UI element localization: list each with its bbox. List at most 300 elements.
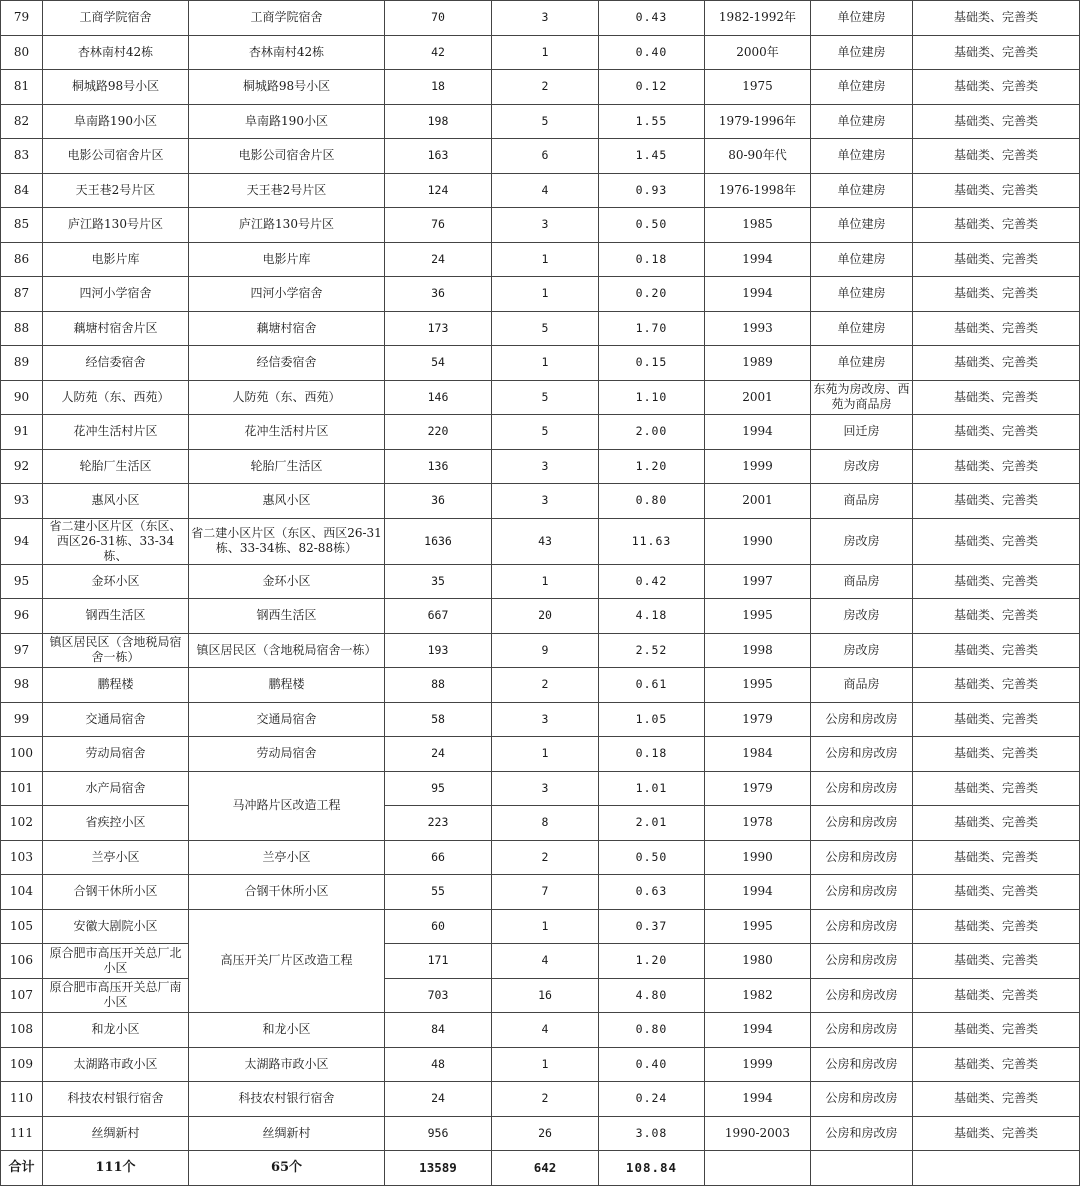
housing-type-cell: 单位建房 bbox=[811, 139, 913, 174]
table-row bbox=[1, 875, 1080, 910]
renovation-category-cell: 基础类、完善类 bbox=[913, 208, 1080, 243]
project-name-cell: 和龙小区 bbox=[189, 1013, 385, 1048]
households-cell: 667 bbox=[385, 599, 492, 634]
area-cell: 0.50 bbox=[599, 840, 705, 875]
housing-type-cell: 公房和房改房 bbox=[811, 978, 913, 1013]
row-number-cell: 92 bbox=[1, 449, 43, 484]
row-number-cell: 98 bbox=[1, 668, 43, 703]
renovation-category-cell: 基础类、完善类 bbox=[913, 415, 1080, 450]
buildings-cell: 2 bbox=[492, 840, 599, 875]
households-cell: 48 bbox=[385, 1047, 492, 1082]
table-row bbox=[1, 242, 1080, 277]
build-year-cell: 1979 bbox=[705, 771, 811, 806]
build-year-cell: 1999 bbox=[705, 449, 811, 484]
community-name-cell: 省二建小区片区（东区、西区26-31栋、33-34栋、 bbox=[43, 518, 189, 564]
area-cell: 1.05 bbox=[599, 702, 705, 737]
renovation-category-cell: 基础类、完善类 bbox=[913, 875, 1080, 910]
households-cell: 42 bbox=[385, 35, 492, 70]
renovation-category-cell: 基础类、完善类 bbox=[913, 633, 1080, 668]
area-cell: 0.20 bbox=[599, 277, 705, 312]
buildings-cell: 5 bbox=[492, 415, 599, 450]
buildings-cell: 1 bbox=[492, 346, 599, 381]
community-name-cell: 轮胎厂生活区 bbox=[43, 449, 189, 484]
renovation-category-cell: 基础类、完善类 bbox=[913, 1116, 1080, 1151]
community-name-cell: 合钢干休所小区 bbox=[43, 875, 189, 910]
row-number-cell: 97 bbox=[1, 633, 43, 668]
project-name-cell: 马冲路片区改造工程 bbox=[189, 771, 385, 840]
buildings-cell: 6 bbox=[492, 139, 599, 174]
row-number-cell: 95 bbox=[1, 564, 43, 599]
row-number-cell: 110 bbox=[1, 1082, 43, 1117]
build-year-cell: 1994 bbox=[705, 1013, 811, 1048]
project-name-cell: 人防苑（东、西苑） bbox=[189, 380, 385, 415]
housing-type-cell: 单位建房 bbox=[811, 35, 913, 70]
row-number-cell: 94 bbox=[1, 518, 43, 564]
housing-type-cell: 商品房 bbox=[811, 668, 913, 703]
community-name-cell: 安徽大剧院小区 bbox=[43, 909, 189, 944]
households-cell: 36 bbox=[385, 484, 492, 519]
buildings-cell: 3 bbox=[492, 771, 599, 806]
table-row bbox=[1, 311, 1080, 346]
buildings-cell: 4 bbox=[492, 1013, 599, 1048]
row-number-cell: 107 bbox=[1, 978, 43, 1013]
project-name-cell: 藕塘村宿舍 bbox=[189, 311, 385, 346]
households-cell: 18 bbox=[385, 70, 492, 105]
project-name-cell: 太湖路市政小区 bbox=[189, 1047, 385, 1082]
renovation-category-cell: 基础类、完善类 bbox=[913, 840, 1080, 875]
renovation-category-cell: 基础类、完善类 bbox=[913, 311, 1080, 346]
row-number-cell: 103 bbox=[1, 840, 43, 875]
housing-type-cell: 公房和房改房 bbox=[811, 875, 913, 910]
housing-type-cell: 单位建房 bbox=[811, 311, 913, 346]
table-body bbox=[1, 1, 1080, 1151]
build-year-cell: 1994 bbox=[705, 242, 811, 277]
community-name-cell: 兰亭小区 bbox=[43, 840, 189, 875]
table-row bbox=[1, 909, 1080, 944]
row-number-cell: 105 bbox=[1, 909, 43, 944]
build-year-cell: 1984 bbox=[705, 737, 811, 772]
housing-type-cell: 单位建房 bbox=[811, 70, 913, 105]
community-name-cell: 杏林南村42栋 bbox=[43, 35, 189, 70]
community-name-cell: 惠风小区 bbox=[43, 484, 189, 519]
renovation-category-cell: 基础类、完善类 bbox=[913, 702, 1080, 737]
housing-type-cell: 公房和房改房 bbox=[811, 1082, 913, 1117]
buildings-cell: 4 bbox=[492, 944, 599, 979]
build-year-cell: 1998 bbox=[705, 633, 811, 668]
area-cell: 1.55 bbox=[599, 104, 705, 139]
area-cell: 0.80 bbox=[599, 484, 705, 519]
households-cell: 36 bbox=[385, 277, 492, 312]
area-cell: 1.70 bbox=[599, 311, 705, 346]
table-row bbox=[1, 633, 1080, 668]
total-label: 合计 bbox=[1, 1151, 43, 1186]
total-year bbox=[705, 1151, 811, 1186]
households-cell: 60 bbox=[385, 909, 492, 944]
renovation-category-cell: 基础类、完善类 bbox=[913, 909, 1080, 944]
renovation-category-cell: 基础类、完善类 bbox=[913, 484, 1080, 519]
area-cell: 0.42 bbox=[599, 564, 705, 599]
project-name-cell: 钢西生活区 bbox=[189, 599, 385, 634]
total-area: 108.84 bbox=[599, 1151, 705, 1186]
buildings-cell: 16 bbox=[492, 978, 599, 1013]
community-name-cell: 镇区居民区（含地税局宿舍一栋） bbox=[43, 633, 189, 668]
community-name-cell: 原合肥市高压开关总厂南小区 bbox=[43, 978, 189, 1013]
project-name-cell: 杏林南村42栋 bbox=[189, 35, 385, 70]
area-cell: 1.45 bbox=[599, 139, 705, 174]
table-row bbox=[1, 518, 1080, 564]
area-cell: 2.00 bbox=[599, 415, 705, 450]
build-year-cell: 1985 bbox=[705, 208, 811, 243]
households-cell: 70 bbox=[385, 1, 492, 36]
build-year-cell: 1980 bbox=[705, 944, 811, 979]
table-row bbox=[1, 139, 1080, 174]
community-name-cell: 四河小学宿舍 bbox=[43, 277, 189, 312]
buildings-cell: 1 bbox=[492, 1047, 599, 1082]
community-name-cell: 人防苑（东、西苑） bbox=[43, 380, 189, 415]
housing-type-cell: 单位建房 bbox=[811, 173, 913, 208]
housing-type-cell: 商品房 bbox=[811, 564, 913, 599]
community-name-cell: 和龙小区 bbox=[43, 1013, 189, 1048]
build-year-cell: 1994 bbox=[705, 875, 811, 910]
project-name-cell: 镇区居民区（含地税局宿舍一栋） bbox=[189, 633, 385, 668]
community-name-cell: 钢西生活区 bbox=[43, 599, 189, 634]
table-row bbox=[1, 771, 1080, 806]
row-number-cell: 86 bbox=[1, 242, 43, 277]
community-name-cell: 工商学院宿舍 bbox=[43, 1, 189, 36]
row-number-cell: 82 bbox=[1, 104, 43, 139]
table-row bbox=[1, 380, 1080, 415]
build-year-cell: 1994 bbox=[705, 277, 811, 312]
project-name-cell: 四河小学宿舍 bbox=[189, 277, 385, 312]
renovation-category-cell: 基础类、完善类 bbox=[913, 668, 1080, 703]
project-name-cell: 阜南路190小区 bbox=[189, 104, 385, 139]
housing-type-cell: 东苑为房改房、西苑为商品房 bbox=[811, 380, 913, 415]
project-name-cell: 交通局宿舍 bbox=[189, 702, 385, 737]
total-buildings: 642 bbox=[492, 1151, 599, 1186]
households-cell: 55 bbox=[385, 875, 492, 910]
build-year-cell: 1982-1992年 bbox=[705, 1, 811, 36]
buildings-cell: 1 bbox=[492, 242, 599, 277]
area-cell: 0.15 bbox=[599, 346, 705, 381]
row-number-cell: 93 bbox=[1, 484, 43, 519]
households-cell: 84 bbox=[385, 1013, 492, 1048]
table-row bbox=[1, 104, 1080, 139]
buildings-cell: 8 bbox=[492, 806, 599, 841]
total-project: 65个 bbox=[189, 1151, 385, 1186]
build-year-cell: 1976-1998年 bbox=[705, 173, 811, 208]
build-year-cell: 1993 bbox=[705, 311, 811, 346]
housing-type-cell: 房改房 bbox=[811, 518, 913, 564]
renovation-category-cell: 基础类、完善类 bbox=[913, 1082, 1080, 1117]
area-cell: 1.01 bbox=[599, 771, 705, 806]
build-year-cell: 1995 bbox=[705, 909, 811, 944]
project-name-cell: 劳动局宿舍 bbox=[189, 737, 385, 772]
build-year-cell: 1975 bbox=[705, 70, 811, 105]
build-year-cell: 1990 bbox=[705, 840, 811, 875]
project-name-cell: 天王巷2号片区 bbox=[189, 173, 385, 208]
buildings-cell: 3 bbox=[492, 484, 599, 519]
area-cell: 2.01 bbox=[599, 806, 705, 841]
row-number-cell: 100 bbox=[1, 737, 43, 772]
area-cell: 0.50 bbox=[599, 208, 705, 243]
build-year-cell: 1990-2003 bbox=[705, 1116, 811, 1151]
buildings-cell: 5 bbox=[492, 104, 599, 139]
households-cell: 66 bbox=[385, 840, 492, 875]
table-row bbox=[1, 806, 1080, 841]
renovation-category-cell: 基础类、完善类 bbox=[913, 104, 1080, 139]
table-row bbox=[1, 737, 1080, 772]
area-cell: 1.10 bbox=[599, 380, 705, 415]
project-name-cell: 电影公司宿舍片区 bbox=[189, 139, 385, 174]
table-row bbox=[1, 449, 1080, 484]
housing-type-cell: 房改房 bbox=[811, 599, 913, 634]
area-cell: 1.20 bbox=[599, 944, 705, 979]
community-name-cell: 丝绸新村 bbox=[43, 1116, 189, 1151]
area-cell: 0.93 bbox=[599, 173, 705, 208]
renovation-category-cell: 基础类、完善类 bbox=[913, 449, 1080, 484]
build-year-cell: 2001 bbox=[705, 484, 811, 519]
project-name-cell: 高压开关厂片区改造工程 bbox=[189, 909, 385, 1013]
housing-type-cell: 回迁房 bbox=[811, 415, 913, 450]
project-name-cell: 科技农村银行宿舍 bbox=[189, 1082, 385, 1117]
project-name-cell: 惠风小区 bbox=[189, 484, 385, 519]
buildings-cell: 2 bbox=[492, 1082, 599, 1117]
row-number-cell: 89 bbox=[1, 346, 43, 381]
table-row bbox=[1, 208, 1080, 243]
households-cell: 146 bbox=[385, 380, 492, 415]
renovation-category-cell: 基础类、完善类 bbox=[913, 277, 1080, 312]
housing-type-cell: 房改房 bbox=[811, 633, 913, 668]
households-cell: 163 bbox=[385, 139, 492, 174]
renovation-category-cell: 基础类、完善类 bbox=[913, 70, 1080, 105]
area-cell: 0.12 bbox=[599, 70, 705, 105]
buildings-cell: 4 bbox=[492, 173, 599, 208]
table-row bbox=[1, 173, 1080, 208]
table-row bbox=[1, 346, 1080, 381]
households-cell: 24 bbox=[385, 242, 492, 277]
build-year-cell: 1989 bbox=[705, 346, 811, 381]
households-cell: 136 bbox=[385, 449, 492, 484]
table-row bbox=[1, 277, 1080, 312]
table-row bbox=[1, 415, 1080, 450]
row-number-cell: 85 bbox=[1, 208, 43, 243]
build-year-cell: 80-90年代 bbox=[705, 139, 811, 174]
area-cell: 0.40 bbox=[599, 1047, 705, 1082]
renovation-category-cell: 基础类、完善类 bbox=[913, 35, 1080, 70]
community-name-cell: 交通局宿舍 bbox=[43, 702, 189, 737]
row-number-cell: 88 bbox=[1, 311, 43, 346]
housing-type-cell: 公房和房改房 bbox=[811, 1047, 913, 1082]
area-cell: 4.80 bbox=[599, 978, 705, 1013]
renovation-category-cell: 基础类、完善类 bbox=[913, 806, 1080, 841]
project-name-cell: 丝绸新村 bbox=[189, 1116, 385, 1151]
households-cell: 24 bbox=[385, 1082, 492, 1117]
households-cell: 124 bbox=[385, 173, 492, 208]
buildings-cell: 43 bbox=[492, 518, 599, 564]
build-year-cell: 1979 bbox=[705, 702, 811, 737]
project-name-cell: 桐城路98号小区 bbox=[189, 70, 385, 105]
row-number-cell: 106 bbox=[1, 944, 43, 979]
row-number-cell: 102 bbox=[1, 806, 43, 841]
table-row bbox=[1, 978, 1080, 1013]
housing-type-cell: 公房和房改房 bbox=[811, 944, 913, 979]
buildings-cell: 1 bbox=[492, 564, 599, 599]
area-cell: 0.80 bbox=[599, 1013, 705, 1048]
build-year-cell: 1999 bbox=[705, 1047, 811, 1082]
table-row bbox=[1, 1, 1080, 36]
build-year-cell: 1994 bbox=[705, 415, 811, 450]
area-cell: 1.20 bbox=[599, 449, 705, 484]
households-cell: 220 bbox=[385, 415, 492, 450]
renovation-category-cell: 基础类、完善类 bbox=[913, 346, 1080, 381]
community-name-cell: 金环小区 bbox=[43, 564, 189, 599]
build-year-cell: 1994 bbox=[705, 1082, 811, 1117]
buildings-cell: 5 bbox=[492, 380, 599, 415]
row-number-cell: 91 bbox=[1, 415, 43, 450]
housing-type-cell: 公房和房改房 bbox=[811, 702, 913, 737]
renovation-category-cell: 基础类、完善类 bbox=[913, 599, 1080, 634]
buildings-cell: 7 bbox=[492, 875, 599, 910]
buildings-cell: 26 bbox=[492, 1116, 599, 1151]
row-number-cell: 84 bbox=[1, 173, 43, 208]
households-cell: 171 bbox=[385, 944, 492, 979]
project-name-cell: 兰亭小区 bbox=[189, 840, 385, 875]
project-name-cell: 经信委宿舍 bbox=[189, 346, 385, 381]
buildings-cell: 1 bbox=[492, 909, 599, 944]
area-cell: 4.18 bbox=[599, 599, 705, 634]
households-cell: 88 bbox=[385, 668, 492, 703]
project-name-cell: 庐江路130号片区 bbox=[189, 208, 385, 243]
buildings-cell: 3 bbox=[492, 208, 599, 243]
table-row bbox=[1, 1047, 1080, 1082]
buildings-cell: 3 bbox=[492, 449, 599, 484]
area-cell: 0.61 bbox=[599, 668, 705, 703]
total-households: 13589 bbox=[385, 1151, 492, 1186]
build-year-cell: 2001 bbox=[705, 380, 811, 415]
renovation-category-cell: 基础类、完善类 bbox=[913, 771, 1080, 806]
area-cell: 0.24 bbox=[599, 1082, 705, 1117]
row-number-cell: 80 bbox=[1, 35, 43, 70]
households-cell: 173 bbox=[385, 311, 492, 346]
renovation-category-cell: 基础类、完善类 bbox=[913, 518, 1080, 564]
table-row bbox=[1, 599, 1080, 634]
table-row bbox=[1, 564, 1080, 599]
community-name-cell: 桐城路98号小区 bbox=[43, 70, 189, 105]
build-year-cell: 1997 bbox=[705, 564, 811, 599]
housing-type-cell: 公房和房改房 bbox=[811, 909, 913, 944]
renovation-category-cell: 基础类、完善类 bbox=[913, 737, 1080, 772]
project-name-cell: 电影片库 bbox=[189, 242, 385, 277]
households-cell: 703 bbox=[385, 978, 492, 1013]
area-cell: 0.18 bbox=[599, 737, 705, 772]
project-name-cell: 合钢干休所小区 bbox=[189, 875, 385, 910]
households-cell: 58 bbox=[385, 702, 492, 737]
row-number-cell: 108 bbox=[1, 1013, 43, 1048]
housing-type-cell: 公房和房改房 bbox=[811, 840, 913, 875]
households-cell: 76 bbox=[385, 208, 492, 243]
area-cell: 0.37 bbox=[599, 909, 705, 944]
row-number-cell: 83 bbox=[1, 139, 43, 174]
community-name-cell: 经信委宿舍 bbox=[43, 346, 189, 381]
community-name-cell: 花冲生活村片区 bbox=[43, 415, 189, 450]
buildings-cell: 3 bbox=[492, 702, 599, 737]
housing-type-cell: 公房和房改房 bbox=[811, 806, 913, 841]
renovation-category-cell: 基础类、完善类 bbox=[913, 242, 1080, 277]
housing-type-cell: 公房和房改房 bbox=[811, 737, 913, 772]
buildings-cell: 2 bbox=[492, 70, 599, 105]
buildings-cell: 9 bbox=[492, 633, 599, 668]
table-row bbox=[1, 702, 1080, 737]
row-number-cell: 104 bbox=[1, 875, 43, 910]
row-number-cell: 109 bbox=[1, 1047, 43, 1082]
renovation-category-cell: 基础类、完善类 bbox=[913, 944, 1080, 979]
project-name-cell: 轮胎厂生活区 bbox=[189, 449, 385, 484]
community-name-cell: 劳动局宿舍 bbox=[43, 737, 189, 772]
community-name-cell: 电影片库 bbox=[43, 242, 189, 277]
community-name-cell: 水产局宿舍 bbox=[43, 771, 189, 806]
total-category bbox=[913, 1151, 1080, 1186]
build-year-cell: 2000年 bbox=[705, 35, 811, 70]
table-row bbox=[1, 35, 1080, 70]
area-cell: 2.52 bbox=[599, 633, 705, 668]
area-cell: 3.08 bbox=[599, 1116, 705, 1151]
renovation-category-cell: 基础类、完善类 bbox=[913, 173, 1080, 208]
renovation-category-cell: 基础类、完善类 bbox=[913, 564, 1080, 599]
housing-type-cell: 单位建房 bbox=[811, 104, 913, 139]
housing-type-cell: 单位建房 bbox=[811, 208, 913, 243]
row-number-cell: 96 bbox=[1, 599, 43, 634]
area-cell: 0.18 bbox=[599, 242, 705, 277]
project-name-cell: 鹏程楼 bbox=[189, 668, 385, 703]
households-cell: 193 bbox=[385, 633, 492, 668]
area-cell: 0.40 bbox=[599, 35, 705, 70]
build-year-cell: 1990 bbox=[705, 518, 811, 564]
community-name-cell: 科技农村银行宿舍 bbox=[43, 1082, 189, 1117]
housing-type-cell: 单位建房 bbox=[811, 346, 913, 381]
renovation-category-cell: 基础类、完善类 bbox=[913, 978, 1080, 1013]
housing-type-cell: 商品房 bbox=[811, 484, 913, 519]
households-cell: 95 bbox=[385, 771, 492, 806]
row-number-cell: 90 bbox=[1, 380, 43, 415]
buildings-cell: 1 bbox=[492, 277, 599, 312]
row-number-cell: 81 bbox=[1, 70, 43, 105]
households-cell: 956 bbox=[385, 1116, 492, 1151]
total-row bbox=[1, 1151, 1080, 1186]
community-name-cell: 原合肥市高压开关总厂北小区 bbox=[43, 944, 189, 979]
table-row bbox=[1, 1013, 1080, 1048]
row-number-cell: 99 bbox=[1, 702, 43, 737]
row-number-cell: 87 bbox=[1, 277, 43, 312]
households-cell: 1636 bbox=[385, 518, 492, 564]
households-cell: 24 bbox=[385, 737, 492, 772]
community-name-cell: 电影公司宿舍片区 bbox=[43, 139, 189, 174]
row-number-cell: 111 bbox=[1, 1116, 43, 1151]
total-name: 111个 bbox=[43, 1151, 189, 1186]
community-name-cell: 鹏程楼 bbox=[43, 668, 189, 703]
project-name-cell: 省二建小区片区（东区、西区26-31栋、33-34栋、82-88栋） bbox=[189, 518, 385, 564]
housing-type-cell: 房改房 bbox=[811, 449, 913, 484]
housing-type-cell: 公房和房改房 bbox=[811, 1013, 913, 1048]
renovation-category-cell: 基础类、完善类 bbox=[913, 1047, 1080, 1082]
table-row bbox=[1, 484, 1080, 519]
housing-type-cell: 单位建房 bbox=[811, 1, 913, 36]
households-cell: 198 bbox=[385, 104, 492, 139]
area-cell: 0.63 bbox=[599, 875, 705, 910]
buildings-cell: 2 bbox=[492, 668, 599, 703]
area-cell: 11.63 bbox=[599, 518, 705, 564]
buildings-cell: 1 bbox=[492, 35, 599, 70]
build-year-cell: 1979-1996年 bbox=[705, 104, 811, 139]
